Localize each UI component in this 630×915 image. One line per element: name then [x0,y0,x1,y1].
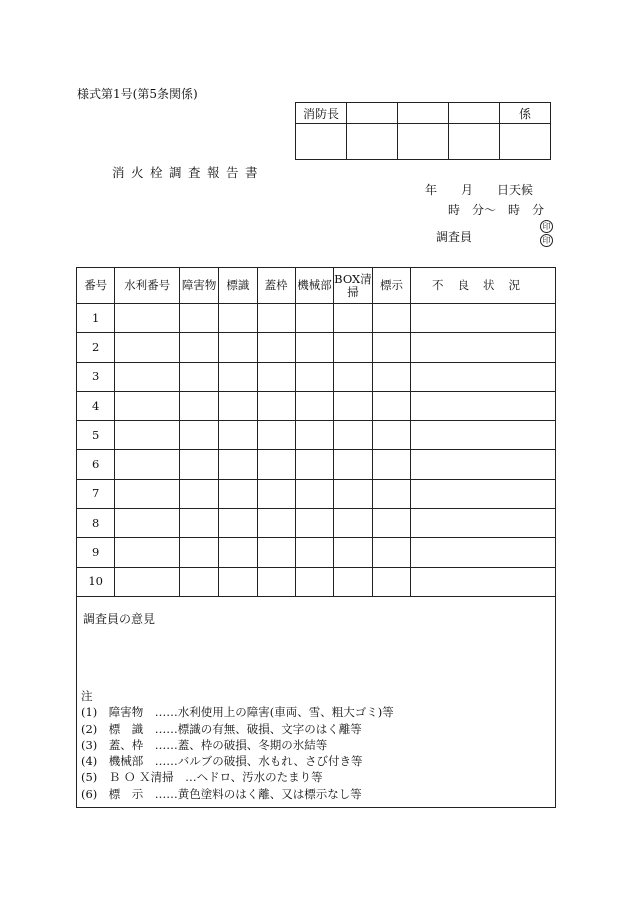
entry-cell[interactable] [257,391,295,420]
entry-cell[interactable] [257,479,295,508]
entry-cell[interactable] [219,421,257,450]
entry-cell[interactable] [179,509,218,538]
entry-cell[interactable] [115,538,180,567]
table-row [77,479,556,508]
entry-cell[interactable] [179,421,218,450]
entry-cell[interactable] [334,391,373,420]
entry-cell[interactable] [295,333,333,362]
note-item: (3) 蓋、枠 ……蓋、枠の破損、冬期の氷結等 [81,737,328,752]
entry-cell[interactable] [411,538,556,567]
note-item: (5) Ｂ Ｏ Ｘ清掃 …ヘドロ、汚水のたまり等 [81,770,323,785]
entry-cell[interactable] [372,421,410,450]
approval-header-staff: 係 [500,103,551,124]
entry-cell[interactable] [257,538,295,567]
entry-cell[interactable] [372,362,410,391]
row-number: 1 [77,304,115,333]
entry-cell[interactable] [179,391,218,420]
approval-header-blank [347,103,398,124]
entry-cell[interactable] [219,567,257,596]
table-row [77,304,556,333]
entry-cell[interactable] [295,362,333,391]
entry-cell[interactable] [115,333,180,362]
entry-cell[interactable] [411,450,556,479]
entry-cell[interactable] [411,333,556,362]
header-number: 番号 [77,268,115,304]
entry-cell[interactable] [115,567,180,596]
note-item: (4) 機械部 ……バルブの破損、水もれ、さび付き等 [81,754,363,769]
entry-cell[interactable] [179,479,218,508]
header-mechanical: 機械部 [295,268,333,304]
entry-cell[interactable] [372,450,410,479]
entry-cell[interactable] [411,421,556,450]
entry-cell[interactable] [115,479,180,508]
header-obstacle: 障害物 [179,268,218,304]
table-row [77,538,556,567]
date-weather-line: 年 月 日天候 [425,183,534,197]
note-item: (1) 障害物 ……水利使用上の障害(車両、雪、粗大ゴミ)等 [81,705,394,720]
entry-cell[interactable] [411,479,556,508]
seal-mark-icon: 印 [540,220,553,233]
entry-cell[interactable] [295,391,333,420]
entry-cell[interactable] [372,304,410,333]
entry-cell[interactable] [295,304,333,333]
entry-cell[interactable] [219,450,257,479]
entry-cell[interactable] [411,362,556,391]
entry-cell[interactable] [115,362,180,391]
entry-cell[interactable] [257,450,295,479]
table-row [77,450,556,479]
entry-cell[interactable] [179,333,218,362]
approval-header-blank [398,103,449,124]
entry-cell[interactable] [219,333,257,362]
row-number: 3 [77,362,115,391]
header-water-id: 水利番号 [115,268,180,304]
approval-stamp-cell[interactable] [347,124,398,160]
entry-cell[interactable] [179,450,218,479]
document-title: 消火栓調査報告書 [112,165,265,180]
row-number: 5 [77,421,115,450]
entry-cell[interactable] [411,509,556,538]
row-number: 6 [77,450,115,479]
entry-cell[interactable] [295,421,333,450]
table-header-row [77,268,556,304]
approval-stamp-cell[interactable] [398,124,449,160]
entry-cell[interactable] [295,450,333,479]
entry-cell[interactable] [295,567,333,596]
approval-stamp-cell[interactable] [500,124,551,160]
table-row [77,567,556,596]
form-number: 様式第1号(第5条関係) [77,87,198,101]
notes-title: 注 [81,689,93,703]
entry-cell[interactable] [334,421,373,450]
table-row [77,421,556,450]
entry-cell[interactable] [372,538,410,567]
seal-mark-icon: 印 [540,234,553,247]
header-sign: 標識 [219,268,257,304]
entry-cell[interactable] [219,509,257,538]
table-row [77,509,556,538]
entry-cell[interactable] [411,567,556,596]
entry-cell[interactable] [372,333,410,362]
entry-cell[interactable] [179,304,218,333]
entry-cell[interactable] [372,391,410,420]
entry-cell[interactable] [295,509,333,538]
table-row [77,333,556,362]
header-lid-frame: 蓋枠 [257,268,295,304]
inspection-form-box [76,267,556,808]
entry-cell[interactable] [334,567,373,596]
entry-cell[interactable] [257,567,295,596]
entry-cell[interactable] [334,479,373,508]
approval-stamp-cell[interactable] [449,124,500,160]
approval-header-chief: 消防長 [296,103,347,124]
entry-cell[interactable] [411,304,556,333]
entry-cell[interactable] [334,509,373,538]
entry-cell[interactable] [179,362,218,391]
entry-cell[interactable] [219,391,257,420]
note-item: (2) 標 識 ……標識の有無、破損、文字のはく離等 [81,721,362,736]
row-number: 4 [77,391,115,420]
entry-cell[interactable] [257,509,295,538]
approval-stamp-table [295,102,551,160]
entry-cell[interactable] [179,538,218,567]
entry-cell[interactable] [257,304,295,333]
entry-cell[interactable] [115,304,180,333]
approval-header-blank [449,103,500,124]
table-row [77,391,556,420]
entry-cell[interactable] [295,538,333,567]
entry-cell[interactable] [257,333,295,362]
entry-cell[interactable] [219,538,257,567]
entry-cell[interactable] [219,362,257,391]
row-number: 8 [77,509,115,538]
entry-cell[interactable] [334,538,373,567]
row-number: 9 [77,538,115,567]
entry-cell[interactable] [115,450,180,479]
entry-cell[interactable] [219,304,257,333]
entry-cell[interactable] [411,391,556,420]
approval-stamp-cell[interactable] [296,124,347,160]
investigator-opinion-label: 調査員の意見 [83,612,156,626]
entry-cell[interactable] [115,421,180,450]
entry-cell[interactable] [257,362,295,391]
table-row [77,362,556,391]
row-number: 10 [77,567,115,596]
entry-cell[interactable] [372,509,410,538]
time-range-line: 時 分～ 時 分 [448,203,545,217]
entry-cell[interactable] [372,479,410,508]
entry-cell[interactable] [219,479,257,508]
entry-cell[interactable] [179,567,218,596]
row-number: 2 [77,333,115,362]
header-marking: 標示 [372,268,410,304]
entry-cell[interactable] [257,421,295,450]
entry-cell[interactable] [334,304,373,333]
entry-cell[interactable] [115,509,180,538]
entry-cell[interactable] [115,391,180,420]
header-defect-status: 不良状況 [411,268,556,304]
entry-cell[interactable] [372,567,410,596]
investigator-label: 調査員 [436,230,473,244]
entry-cell[interactable] [334,333,373,362]
row-number: 7 [77,479,115,508]
inspection-table [76,267,556,597]
entry-cell[interactable] [295,479,333,508]
entry-cell[interactable] [334,450,373,479]
header-box-cleaning: BOX清掃 [334,268,373,304]
note-item: (6) 標 示 ……黄色塗料のはく離、又は標示なし等 [81,786,362,801]
notes-section [81,688,394,802]
entry-cell[interactable] [334,362,373,391]
